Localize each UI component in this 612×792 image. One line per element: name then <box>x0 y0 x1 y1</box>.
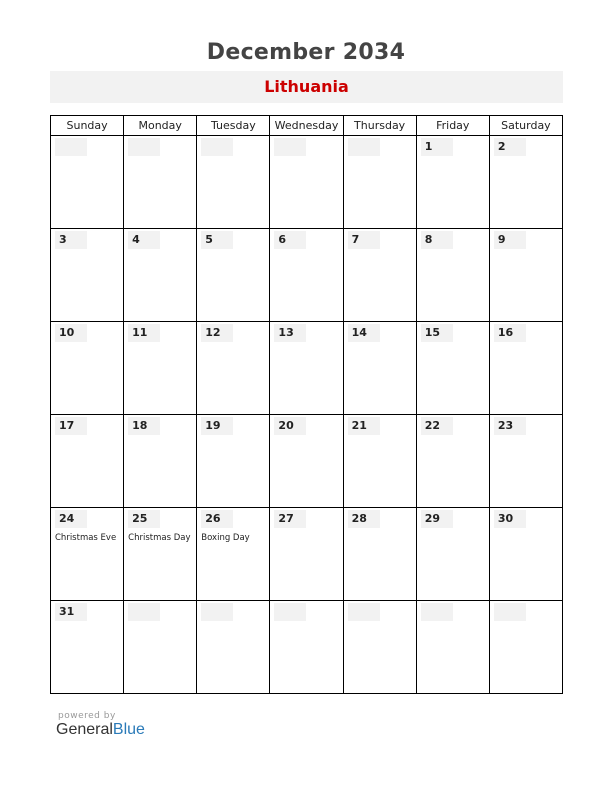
day-number: 19 <box>201 417 233 435</box>
day-cell[interactable] <box>51 229 124 322</box>
brand-name-part1: General <box>56 721 113 738</box>
day-cell[interactable] <box>343 415 416 508</box>
day-number: 2 <box>494 138 526 156</box>
brand-logo[interactable] <box>56 721 145 739</box>
day-cell[interactable] <box>51 322 124 415</box>
day-cell[interactable] <box>489 136 562 229</box>
week-row <box>51 322 563 415</box>
day-number <box>348 603 380 621</box>
day-cell[interactable] <box>270 229 343 322</box>
day-number <box>128 603 160 621</box>
day-number <box>128 138 160 156</box>
day-number: 8 <box>421 231 453 249</box>
day-cell[interactable] <box>197 229 270 322</box>
day-cell[interactable] <box>51 601 124 694</box>
day-number: 31 <box>55 603 87 621</box>
day-cell[interactable] <box>197 508 270 601</box>
day-cell[interactable] <box>343 601 416 694</box>
day-cell[interactable] <box>343 508 416 601</box>
day-cell[interactable] <box>416 136 489 229</box>
day-cell[interactable] <box>124 229 197 322</box>
day-cell[interactable] <box>416 229 489 322</box>
day-cell[interactable] <box>124 601 197 694</box>
weekday-header: Saturday <box>489 116 562 136</box>
day-cell[interactable] <box>270 601 343 694</box>
day-number: 1 <box>421 138 453 156</box>
day-number: 12 <box>201 324 233 342</box>
day-cell[interactable] <box>343 136 416 229</box>
day-number: 22 <box>421 417 453 435</box>
day-number <box>274 138 306 156</box>
day-number: 15 <box>421 324 453 342</box>
day-cell[interactable] <box>51 415 124 508</box>
day-number: 30 <box>494 510 526 528</box>
day-number: 10 <box>55 324 87 342</box>
calendar-grid <box>50 115 563 694</box>
weekday-header: Wednesday <box>270 116 343 136</box>
page-title: December 2034 <box>206 40 406 65</box>
day-cell[interactable] <box>270 508 343 601</box>
day-number: 11 <box>128 324 160 342</box>
country-banner <box>50 71 563 103</box>
day-number: 23 <box>494 417 526 435</box>
holiday-label: Christmas Eve <box>55 533 117 543</box>
day-number: 24 <box>55 510 87 528</box>
day-cell[interactable] <box>489 415 562 508</box>
country-name: Lithuania <box>264 77 349 96</box>
day-cell[interactable] <box>51 508 124 601</box>
day-cell[interactable] <box>124 508 197 601</box>
day-number <box>348 138 380 156</box>
day-cell[interactable] <box>489 322 562 415</box>
day-number: 16 <box>494 324 526 342</box>
day-cell[interactable] <box>343 322 416 415</box>
weekday-header-row <box>51 116 563 136</box>
day-number: 25 <box>128 510 160 528</box>
day-number: 18 <box>128 417 160 435</box>
week-row <box>51 229 563 322</box>
day-number: 4 <box>128 231 160 249</box>
holiday-label: Boxing Day <box>201 533 250 543</box>
day-cell[interactable] <box>416 601 489 694</box>
powered-by-label: powered by <box>58 711 116 721</box>
day-number: 9 <box>494 231 526 249</box>
day-cell[interactable] <box>197 415 270 508</box>
day-cell[interactable] <box>197 322 270 415</box>
day-number <box>274 603 306 621</box>
day-cell[interactable] <box>489 229 562 322</box>
day-cell[interactable] <box>124 136 197 229</box>
day-number <box>201 138 233 156</box>
day-cell[interactable] <box>489 601 562 694</box>
holiday-label: Christmas Day <box>128 533 191 543</box>
day-number <box>55 138 87 156</box>
day-number: 17 <box>55 417 87 435</box>
day-number: 14 <box>348 324 380 342</box>
day-number: 6 <box>274 231 306 249</box>
weekday-header: Sunday <box>51 116 124 136</box>
weekday-header: Monday <box>124 116 197 136</box>
day-cell[interactable] <box>416 508 489 601</box>
week-row <box>51 508 563 601</box>
weekday-header: Thursday <box>343 116 416 136</box>
day-number <box>494 603 526 621</box>
week-row <box>51 601 563 694</box>
day-number: 27 <box>274 510 306 528</box>
week-row <box>51 136 563 229</box>
day-cell[interactable] <box>489 508 562 601</box>
weekday-header: Tuesday <box>197 116 270 136</box>
day-number: 13 <box>274 324 306 342</box>
day-cell[interactable] <box>270 136 343 229</box>
day-number: 21 <box>348 417 380 435</box>
day-cell[interactable] <box>416 322 489 415</box>
weekday-header: Friday <box>416 116 489 136</box>
day-cell[interactable] <box>197 136 270 229</box>
day-cell[interactable] <box>416 415 489 508</box>
day-number <box>421 603 453 621</box>
day-cell[interactable] <box>124 322 197 415</box>
day-number: 3 <box>55 231 87 249</box>
day-cell[interactable] <box>124 415 197 508</box>
day-cell[interactable] <box>270 322 343 415</box>
day-cell[interactable] <box>270 415 343 508</box>
day-number: 28 <box>348 510 380 528</box>
day-number: 26 <box>201 510 233 528</box>
day-cell[interactable] <box>51 136 124 229</box>
week-row <box>51 415 563 508</box>
day-cell[interactable] <box>197 601 270 694</box>
brand-name-part2: Blue <box>112 721 145 738</box>
day-number: 7 <box>348 231 380 249</box>
day-number: 20 <box>274 417 306 435</box>
day-cell[interactable] <box>343 229 416 322</box>
day-number: 29 <box>421 510 453 528</box>
day-number: 5 <box>201 231 233 249</box>
day-number <box>201 603 233 621</box>
